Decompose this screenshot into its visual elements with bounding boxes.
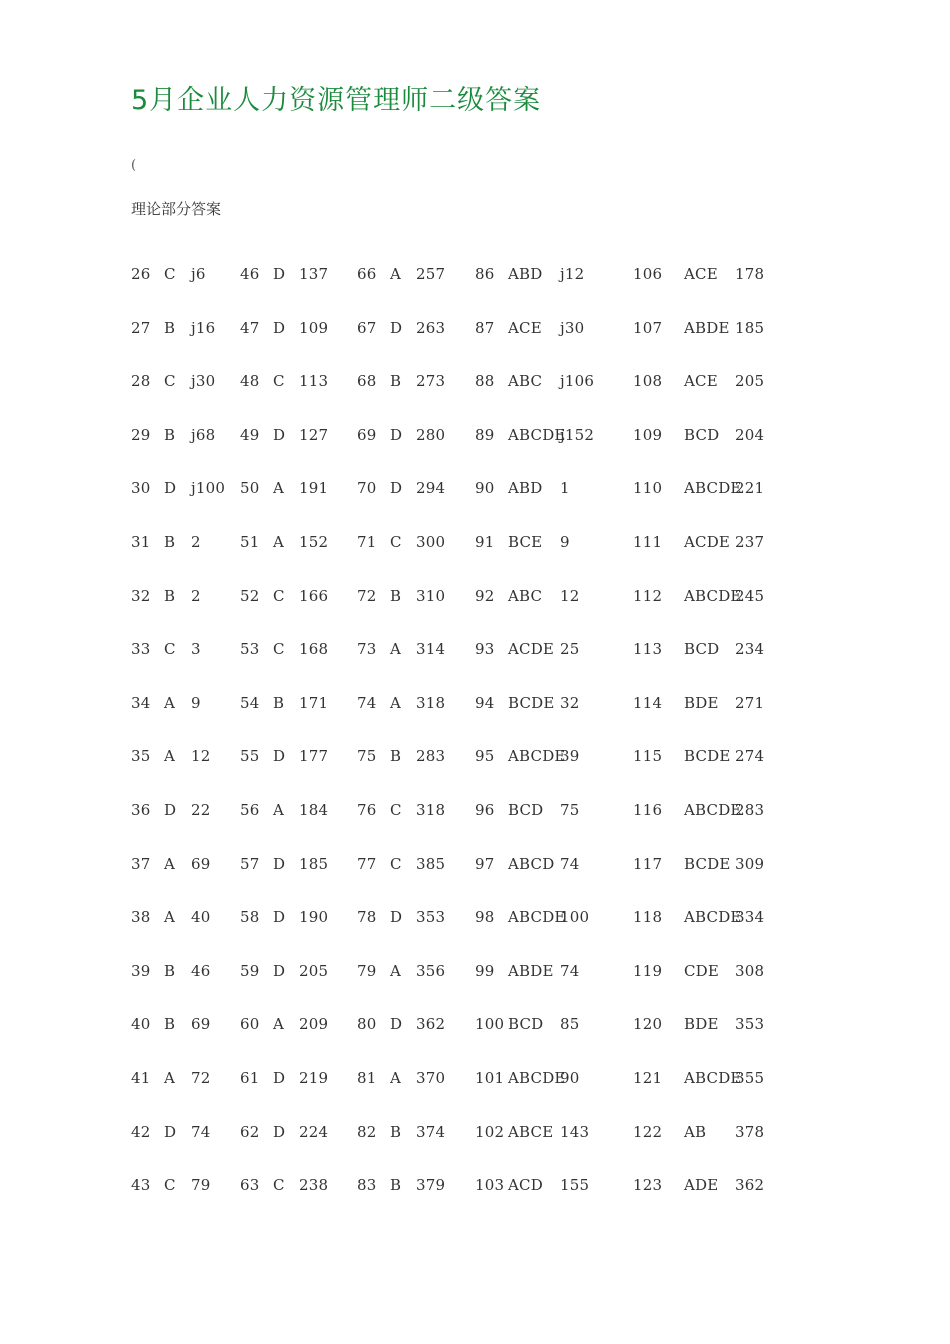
answer-letters: D <box>273 908 286 927</box>
question-number: 27 <box>131 318 151 337</box>
answer-letters: A <box>390 265 402 283</box>
answer-letters: A <box>273 800 285 819</box>
answer-letters: BCD <box>684 640 720 659</box>
question-number: 120 <box>633 1015 663 1034</box>
question-number: 101 <box>475 1068 505 1087</box>
answer-letters: ABCD <box>508 854 555 873</box>
answer-letters: C <box>273 1176 285 1195</box>
page-reference: 280 <box>416 425 446 444</box>
answer-row <box>0 262 950 316</box>
question-number: 48 <box>240 372 260 391</box>
page-reference: 74 <box>191 1122 211 1141</box>
page-reference: 362 <box>735 1176 765 1195</box>
answer-letters: D <box>164 1122 177 1141</box>
page-reference: 224 <box>299 1122 329 1141</box>
page-reference: 221 <box>735 479 765 498</box>
page-reference: 39 <box>560 747 580 766</box>
answer-letters: A <box>164 854 176 873</box>
answer-letters: A <box>390 961 402 980</box>
page-reference: j106 <box>560 372 595 391</box>
answer-letters: BCDE <box>684 747 731 766</box>
page-reference: 283 <box>735 800 765 819</box>
answer-letters: A <box>273 479 285 498</box>
page-reference: 74 <box>560 961 580 980</box>
question-number: 92 <box>475 586 495 605</box>
question-number: 103 <box>475 1176 505 1195</box>
answer-letters: BCDE <box>684 854 731 873</box>
question-number: 36 <box>131 800 151 819</box>
answer-letters: D <box>390 318 403 337</box>
question-number: 91 <box>475 532 495 551</box>
answer-letters: D <box>273 1068 286 1087</box>
answer-letters: D <box>273 854 286 873</box>
answer-letters: ABDE <box>684 318 730 337</box>
page-reference: 79 <box>191 1176 211 1195</box>
answer-letters: D <box>273 961 286 980</box>
question-number: 41 <box>131 1068 151 1087</box>
page-reference: 308 <box>735 961 765 980</box>
page-reference: 318 <box>416 800 446 819</box>
page-reference: 137 <box>299 265 329 283</box>
answer-letters: B <box>273 693 285 712</box>
page-reference: 309 <box>735 854 765 873</box>
answer-letters: D <box>164 479 177 498</box>
page-reference: 12 <box>560 586 580 605</box>
page-reference: j16 <box>191 318 216 337</box>
page-reference: 25 <box>560 640 580 659</box>
question-number: 98 <box>475 908 495 927</box>
answer-letters: BCD <box>684 425 720 444</box>
question-number: 76 <box>357 800 377 819</box>
question-number: 99 <box>475 961 495 980</box>
page-reference: 90 <box>560 1068 580 1087</box>
question-number: 93 <box>475 640 495 659</box>
answer-letters: AB <box>684 1122 707 1141</box>
answer-table <box>0 262 950 1227</box>
question-number: 67 <box>357 318 377 337</box>
answer-letters: B <box>164 532 176 551</box>
answer-letters: B <box>164 425 176 444</box>
answer-letters: BCE <box>508 532 543 551</box>
page-reference: 113 <box>299 372 329 391</box>
page-reference: 362 <box>416 1015 446 1034</box>
question-number: 32 <box>131 586 151 605</box>
question-number: 47 <box>240 318 260 337</box>
question-number: 63 <box>240 1176 260 1195</box>
question-number: 78 <box>357 908 377 927</box>
answer-letters: ADE <box>684 1176 719 1195</box>
question-number: 97 <box>475 854 495 873</box>
page-reference: 143 <box>560 1122 590 1141</box>
page-reference: 294 <box>416 479 446 498</box>
question-number: 49 <box>240 425 260 444</box>
answer-letters: BCD <box>508 1015 544 1034</box>
page-reference: 69 <box>191 854 211 873</box>
page-reference: 46 <box>191 961 211 980</box>
answer-letters: D <box>273 1122 286 1141</box>
page-reference: 378 <box>735 1122 765 1141</box>
page-reference: 238 <box>299 1176 329 1195</box>
page-reference: 263 <box>416 318 446 337</box>
page-reference: 219 <box>299 1068 329 1087</box>
answer-letters: D <box>390 479 403 498</box>
answer-row <box>0 905 950 959</box>
question-number: 51 <box>240 532 260 551</box>
question-number: 90 <box>475 479 495 498</box>
answer-row <box>0 744 950 798</box>
answer-row <box>0 423 950 477</box>
answer-letters: ABC <box>508 372 543 391</box>
page-reference: 314 <box>416 640 446 659</box>
question-number: 96 <box>475 800 495 819</box>
answer-row <box>0 637 950 691</box>
page-reference: 178 <box>735 265 765 283</box>
page-reference: 370 <box>416 1068 446 1087</box>
answer-letters: A <box>164 1068 176 1087</box>
answer-row <box>0 476 950 530</box>
page-reference: 85 <box>560 1015 580 1034</box>
page-reference: 273 <box>416 372 446 391</box>
answer-letters: ACDE <box>684 532 731 551</box>
question-number: 82 <box>357 1122 377 1141</box>
page-reference: j6 <box>191 265 206 283</box>
page-reference: j12 <box>560 265 585 283</box>
answer-letters: ABCDE <box>684 908 742 927</box>
answer-letters: ABCDE <box>508 908 566 927</box>
answer-letters: D <box>390 425 403 444</box>
page-reference: 40 <box>191 908 211 927</box>
question-number: 57 <box>240 854 260 873</box>
page-reference: 171 <box>299 693 329 712</box>
question-number: 87 <box>475 318 495 337</box>
answer-letters: B <box>390 586 402 605</box>
question-number: 43 <box>131 1176 151 1195</box>
question-number: 117 <box>633 854 663 873</box>
question-number: 58 <box>240 908 260 927</box>
page-reference: 127 <box>299 425 329 444</box>
answer-row <box>0 369 950 423</box>
section-heading: 理论部分答案 <box>131 200 222 218</box>
page-reference: 353 <box>735 1015 765 1034</box>
question-number: 30 <box>131 479 151 498</box>
question-number: 86 <box>475 265 495 283</box>
answer-letters: B <box>164 961 176 980</box>
answer-letters: A <box>390 640 402 659</box>
question-number: 54 <box>240 693 260 712</box>
page-reference: 271 <box>735 693 765 712</box>
question-number: 95 <box>475 747 495 766</box>
answer-letters: C <box>390 532 402 551</box>
question-number: 55 <box>240 747 260 766</box>
question-number: 100 <box>475 1015 505 1034</box>
page-reference: 166 <box>299 586 329 605</box>
page-reference: 374 <box>416 1122 446 1141</box>
question-number: 68 <box>357 372 377 391</box>
question-number: 46 <box>240 265 260 283</box>
page-reference: 205 <box>299 961 329 980</box>
page-reference: 190 <box>299 908 329 927</box>
page-reference: 1 <box>560 479 570 498</box>
answer-row <box>0 798 950 852</box>
question-number: 69 <box>357 425 377 444</box>
question-number: 62 <box>240 1122 260 1141</box>
question-number: 39 <box>131 961 151 980</box>
answer-letters: ABD <box>508 265 543 283</box>
answer-letters: ACE <box>508 318 542 337</box>
answer-letters: B <box>164 1015 176 1034</box>
answer-row <box>0 1120 950 1174</box>
answer-letters: D <box>273 318 286 337</box>
question-number: 71 <box>357 532 377 551</box>
stray-parenthesis: ( <box>131 158 137 173</box>
answer-letters: A <box>390 693 402 712</box>
answer-letters: A <box>273 532 285 551</box>
question-number: 35 <box>131 747 151 766</box>
answer-letters: C <box>273 640 285 659</box>
page-reference: 2 <box>191 532 201 551</box>
answer-row <box>0 852 950 906</box>
question-number: 106 <box>633 265 663 283</box>
question-number: 77 <box>357 854 377 873</box>
question-number: 33 <box>131 640 151 659</box>
question-number: 118 <box>633 908 663 927</box>
page-reference: j30 <box>560 318 585 337</box>
answer-letters: CDE <box>684 961 720 980</box>
answer-letters: ABCDE <box>508 747 566 766</box>
answer-letters: ABCDE <box>684 586 742 605</box>
answer-letters: ABC <box>508 586 543 605</box>
question-number: 114 <box>633 693 663 712</box>
question-number: 56 <box>240 800 260 819</box>
page-reference: 2 <box>191 586 201 605</box>
page-reference: 22 <box>191 800 211 819</box>
answer-row <box>0 1066 950 1120</box>
answer-letters: B <box>390 1176 402 1195</box>
answer-letters: A <box>164 747 176 766</box>
answer-row <box>0 530 950 584</box>
question-number: 70 <box>357 479 377 498</box>
answer-letters: ABCDE <box>508 425 566 444</box>
question-number: 52 <box>240 586 260 605</box>
page-reference: 9 <box>191 693 201 712</box>
page-reference: j100 <box>191 479 226 498</box>
answer-letters: C <box>164 265 176 283</box>
page-reference: 205 <box>735 372 765 391</box>
answer-letters: B <box>164 318 176 337</box>
answer-letters: B <box>390 747 402 766</box>
question-number: 50 <box>240 479 260 498</box>
answer-letters: ACD <box>508 1176 543 1195</box>
answer-letters: C <box>164 372 176 391</box>
answer-letters: D <box>273 747 286 766</box>
question-number: 28 <box>131 372 151 391</box>
answer-letters: ACE <box>684 372 718 391</box>
answer-letters: A <box>390 1068 402 1087</box>
answer-row <box>0 1012 950 1066</box>
question-number: 102 <box>475 1122 505 1141</box>
page-reference: 177 <box>299 747 329 766</box>
page-reference: j30 <box>191 372 216 391</box>
answer-letters: ABD <box>508 479 543 498</box>
question-number: 34 <box>131 693 151 712</box>
answer-letters: BDE <box>684 693 719 712</box>
question-number: 123 <box>633 1176 663 1195</box>
answer-letters: ABCDE <box>684 1068 742 1087</box>
page-reference: 234 <box>735 640 765 659</box>
answer-letters: A <box>164 908 176 927</box>
page-reference: 168 <box>299 640 329 659</box>
question-number: 121 <box>633 1068 663 1087</box>
question-number: 116 <box>633 800 663 819</box>
question-number: 83 <box>357 1176 377 1195</box>
question-number: 73 <box>357 640 377 659</box>
page-reference: 274 <box>735 747 765 766</box>
page-reference: 109 <box>299 318 329 337</box>
question-number: 29 <box>131 425 151 444</box>
answer-letters: D <box>164 800 177 819</box>
question-number: 37 <box>131 854 151 873</box>
answer-letters: C <box>273 586 285 605</box>
page-reference: 283 <box>416 747 446 766</box>
page-reference: 356 <box>416 961 446 980</box>
answer-letters: A <box>164 693 176 712</box>
page-reference: 310 <box>416 586 446 605</box>
page-reference: 209 <box>299 1015 329 1034</box>
question-number: 75 <box>357 747 377 766</box>
page-reference: 318 <box>416 693 446 712</box>
question-number: 26 <box>131 265 151 283</box>
answer-row <box>0 1173 950 1227</box>
page-reference: 152 <box>299 532 329 551</box>
answer-letters: ABCDE <box>684 800 742 819</box>
question-number: 61 <box>240 1068 260 1087</box>
question-number: 109 <box>633 425 663 444</box>
page-reference: 32 <box>560 693 580 712</box>
answer-letters: D <box>273 265 286 283</box>
answer-letters: C <box>164 640 176 659</box>
answer-row <box>0 584 950 638</box>
answer-letters: C <box>273 372 285 391</box>
question-number: 59 <box>240 961 260 980</box>
question-number: 42 <box>131 1122 151 1141</box>
page-reference: 12 <box>191 747 211 766</box>
page-reference: 185 <box>299 854 329 873</box>
answer-letters: B <box>390 1122 402 1141</box>
question-number: 119 <box>633 961 663 980</box>
question-number: 66 <box>357 265 377 283</box>
question-number: 108 <box>633 372 663 391</box>
question-number: 107 <box>633 318 663 337</box>
question-number: 31 <box>131 532 151 551</box>
page-reference: 334 <box>735 908 765 927</box>
answer-letters: BCD <box>508 800 544 819</box>
answer-letters: ACE <box>684 265 718 283</box>
answer-letters: B <box>390 372 402 391</box>
answer-row <box>0 691 950 745</box>
page-reference: 155 <box>560 1176 590 1195</box>
question-number: 80 <box>357 1015 377 1034</box>
page-reference: 245 <box>735 586 765 605</box>
answer-letters: ABCDE <box>684 479 742 498</box>
page-reference: 184 <box>299 800 329 819</box>
answer-letters: ACDE <box>508 640 555 659</box>
answer-letters: BCDE <box>508 693 555 712</box>
answer-letters: ABDE <box>508 961 554 980</box>
answer-letters: B <box>164 586 176 605</box>
page-reference: 257 <box>416 265 446 283</box>
answer-letters: A <box>273 1015 285 1034</box>
page-reference: 3 <box>191 640 201 659</box>
page-reference: 237 <box>735 532 765 551</box>
page-reference: 379 <box>416 1176 446 1195</box>
question-number: 111 <box>633 532 663 551</box>
answer-letters: ABCDE <box>508 1068 566 1087</box>
page-reference: j152 <box>560 425 595 444</box>
question-number: 88 <box>475 372 495 391</box>
question-number: 81 <box>357 1068 377 1087</box>
page-reference: 204 <box>735 425 765 444</box>
question-number: 38 <box>131 908 151 927</box>
page-reference: 9 <box>560 532 570 551</box>
question-number: 74 <box>357 693 377 712</box>
page-reference: 69 <box>191 1015 211 1034</box>
page-reference: 100 <box>560 908 590 927</box>
answer-letters: D <box>390 908 403 927</box>
question-number: 89 <box>475 425 495 444</box>
page-reference: 385 <box>416 854 446 873</box>
question-number: 110 <box>633 479 663 498</box>
answer-row <box>0 959 950 1013</box>
page-reference: 72 <box>191 1068 211 1087</box>
page-title: 5月企业人力资源管理师二级答案 <box>131 85 542 116</box>
answer-letters: D <box>390 1015 403 1034</box>
page-reference: 300 <box>416 532 446 551</box>
page-reference: 355 <box>735 1068 765 1087</box>
question-number: 79 <box>357 961 377 980</box>
answer-row <box>0 316 950 370</box>
answer-letters: C <box>164 1176 176 1195</box>
page-reference: 353 <box>416 908 446 927</box>
question-number: 122 <box>633 1122 663 1141</box>
page-reference: j68 <box>191 425 216 444</box>
question-number: 112 <box>633 586 663 605</box>
page-reference: 75 <box>560 800 580 819</box>
answer-letters: C <box>390 854 402 873</box>
page-reference: 191 <box>299 479 329 498</box>
page-reference: 74 <box>560 854 580 873</box>
question-number: 53 <box>240 640 260 659</box>
page-reference: 185 <box>735 318 765 337</box>
answer-letters: C <box>390 800 402 819</box>
answer-letters: ABCE <box>508 1122 554 1141</box>
answer-letters: D <box>273 425 286 444</box>
question-number: 113 <box>633 640 663 659</box>
answer-letters: BDE <box>684 1015 719 1034</box>
question-number: 94 <box>475 693 495 712</box>
question-number: 72 <box>357 586 377 605</box>
question-number: 40 <box>131 1015 151 1034</box>
question-number: 60 <box>240 1015 260 1034</box>
question-number: 115 <box>633 747 663 766</box>
